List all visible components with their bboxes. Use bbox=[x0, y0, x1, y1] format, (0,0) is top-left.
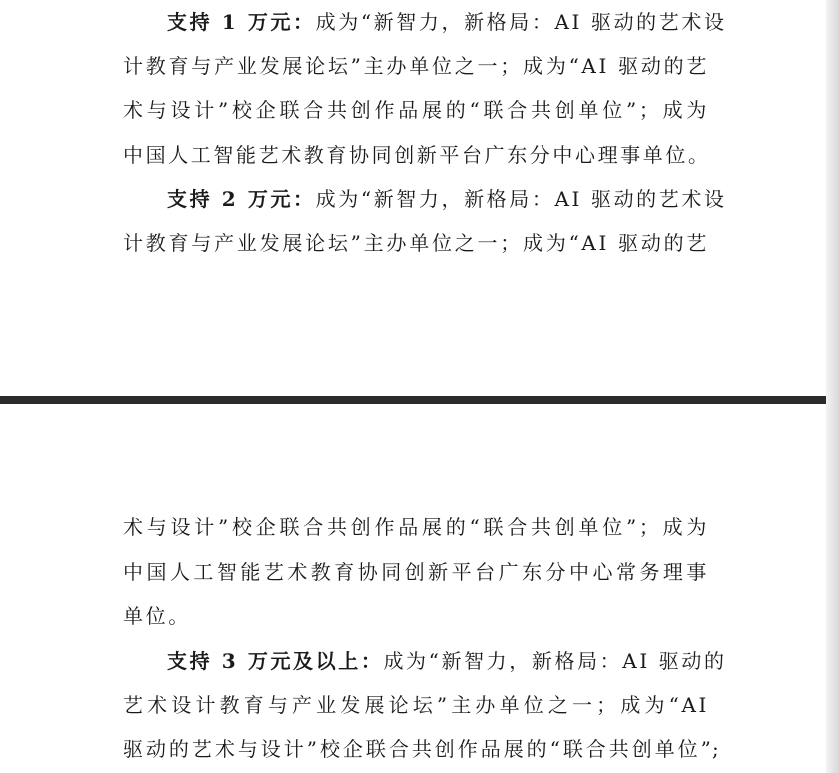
tier2-text-1: 成为“新智力，新格局：AI 驱动的艺术设 bbox=[315, 187, 727, 211]
document-page-2 bbox=[0, 404, 826, 773]
tier1-label: 支持 1 万元： bbox=[167, 10, 316, 34]
viewer-edge-shadow bbox=[826, 0, 839, 773]
tier2-line-1 bbox=[167, 184, 727, 214]
tier1-line-1 bbox=[167, 7, 727, 37]
tier1-line-3: 术与设计”校企联合共创作品展的“联合共创单位”；成为 bbox=[123, 98, 709, 122]
tier3-line-2: 艺术设计教育与产业发展论坛”主办单位之一；成为“AI bbox=[123, 693, 709, 717]
tier3-text-1: 成为“新智力，新格局：AI 驱动的 bbox=[383, 649, 727, 673]
tier3-label: 支持 3 万元及以上： bbox=[167, 649, 384, 673]
tier2-line-4: 中国人工智能艺术教育协同创新平台广东分中心常务理事 bbox=[123, 560, 709, 584]
tier2-line-3: 术与设计”校企联合共创作品展的“联合共创单位”；成为 bbox=[123, 515, 709, 539]
tier1-line-2: 计教育与产业发展论坛”主办单位之一；成为“AI 驱动的艺 bbox=[123, 54, 709, 78]
tier2-line-5: 单位。 bbox=[123, 604, 191, 628]
tier3-line-1 bbox=[167, 646, 727, 676]
tier1-line-4: 中国人工智能艺术教育协同创新平台广东分中心理事单位。 bbox=[123, 143, 711, 167]
tier2-label: 支持 2 万元： bbox=[167, 187, 316, 211]
tier2-line-2: 计教育与产业发展论坛”主办单位之一；成为“AI 驱动的艺 bbox=[123, 231, 709, 255]
tier1-text-1: 成为“新智力，新格局：AI 驱动的艺术设 bbox=[315, 10, 727, 34]
tier3-line-3: 驱动的艺术与设计”校企联合共创作品展的“联合共创单位”; bbox=[123, 737, 720, 761]
page-separator bbox=[0, 396, 839, 404]
